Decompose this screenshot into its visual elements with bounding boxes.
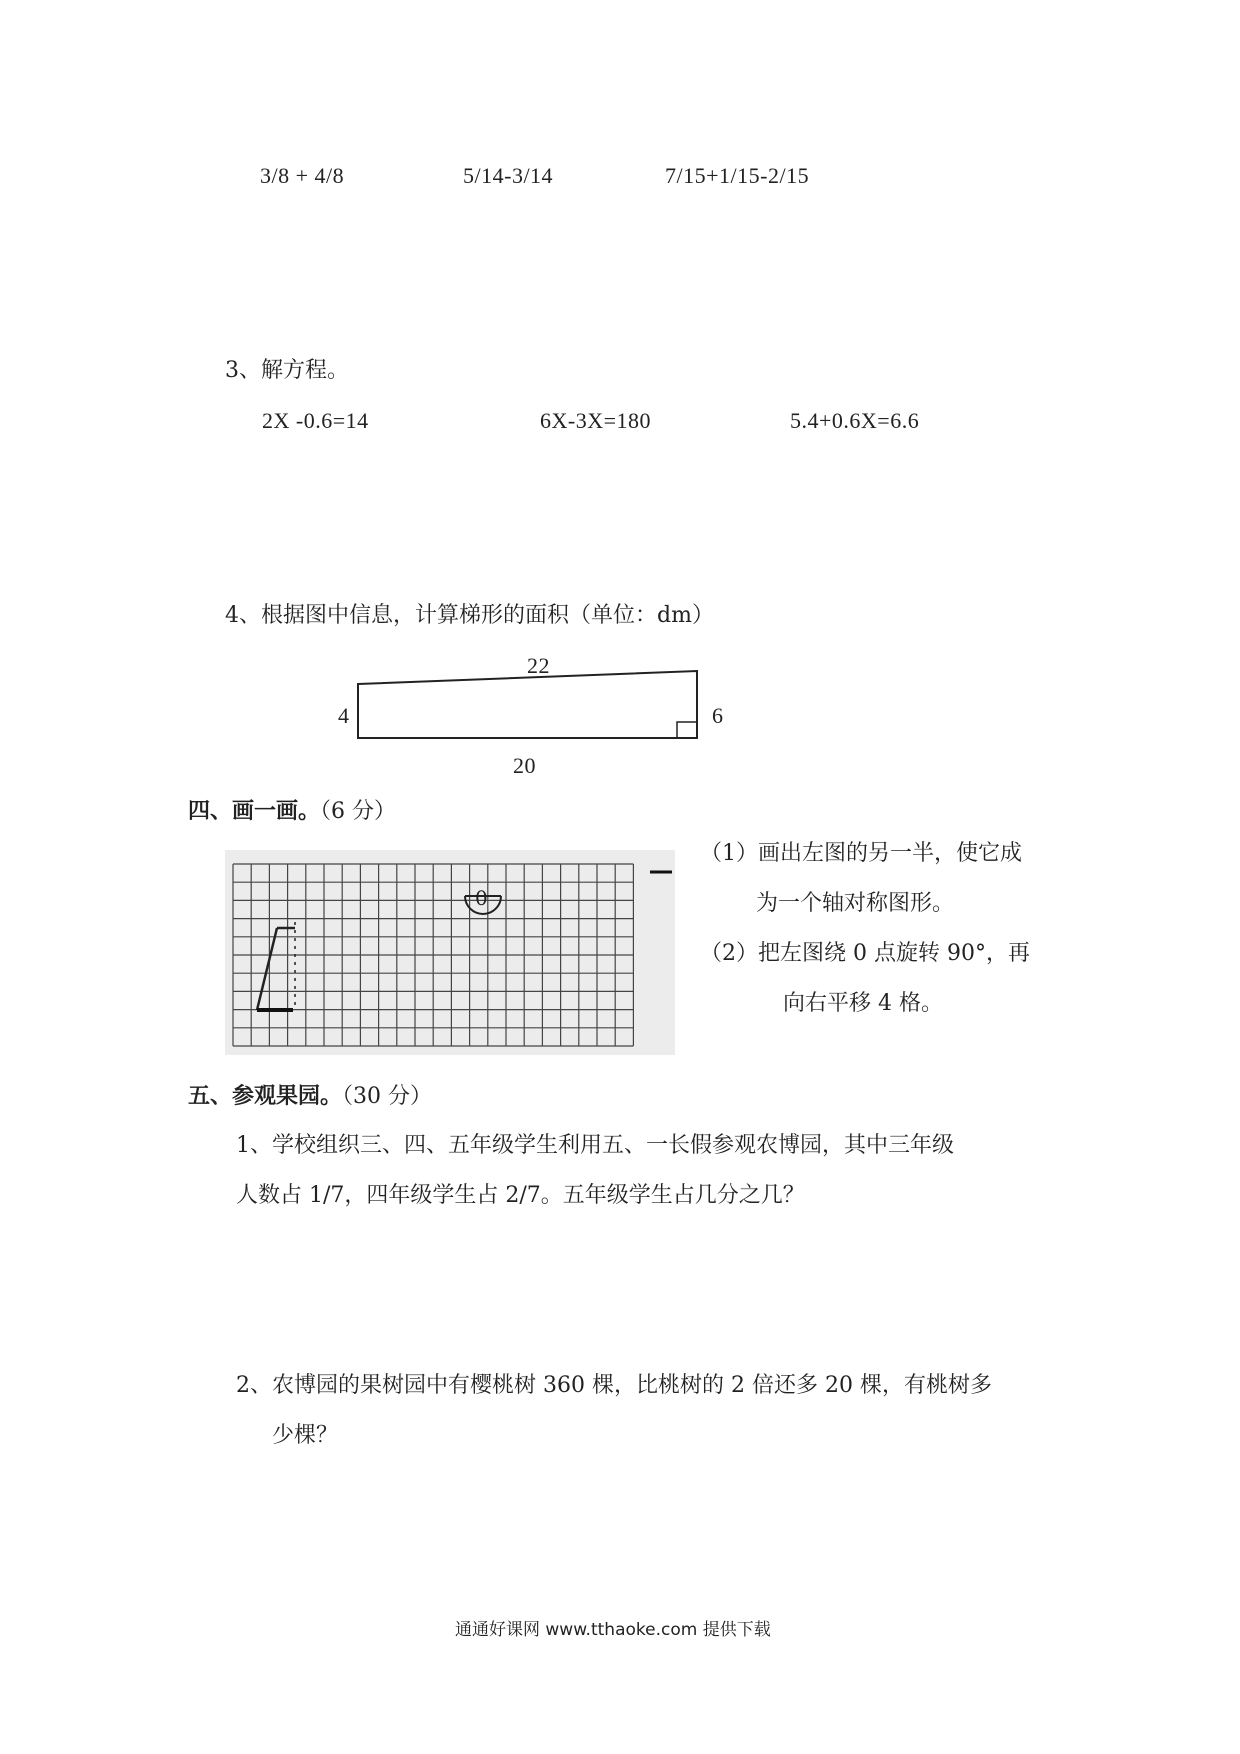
figure-slanted-edge [257,928,277,1010]
drawing-q2-line1: （2）把左图绕 0 点旋转 90°，再 [700,941,1030,966]
equation-3: 5.4+0.6X=6.6 [790,408,920,433]
orchard-q2-line1: 2、农博园的果树园中有樱桃树 360 棵，比桃树的 2 倍还多 20 棵，有桃树多 [236,1373,992,1398]
trapezoid-label-right: 6 [712,703,724,728]
trapezoid-label-bottom: 20 [513,753,536,778]
trapezoid-figure [340,650,710,750]
drawing-q2-line2: 向右平移 4 格。 [783,991,943,1016]
right-angle-mark [677,722,697,738]
part5-points: （30 分） [342,1084,433,1109]
expression-1: 3/8 + 4/8 [260,163,345,188]
trapezoid-label-top: 22 [527,653,550,678]
orchard-q1-line2: 人数占 1/7，四年级学生占 2/7。五年级学生占几分之几？ [236,1183,805,1208]
expression-2: 5/14-3/14 [463,163,554,188]
part4-title: 四、画一画。 [188,798,321,824]
drawing-q1-line1: （1）画出左图的另一半，使它成 [700,841,1022,866]
equation-2: 6X-3X=180 [540,408,652,433]
orchard-q1-line1: 1、学校组织三、四、五年级学生利用五、一长假参观农博园，其中三年级 [236,1133,954,1158]
trapezoid-shape [358,671,697,738]
grid-point-0-label: 0 [475,886,488,910]
expression-3: 7/15+1/15-2/15 [665,163,810,188]
part5-title: 五、参观果园。 [188,1083,343,1109]
equation-1: 2X -0.6=14 [262,408,369,433]
trapezoid-label-left: 4 [338,703,350,728]
part4-title-row [188,800,396,823]
orchard-q2-line2: 少棵？ [272,1423,339,1448]
grid-figure [225,850,675,1055]
footer-text: 通通好课网 www.tthaoke.com 提供下载 [455,1620,771,1640]
drawing-q1-line2: 为一个轴对称图形。 [756,891,955,916]
equations-heading: 3、解方程。 [225,358,349,383]
part5-title-row [188,1085,432,1108]
trapezoid-heading: 4、根据图中信息，计算梯形的面积（单位：dm） [225,603,714,628]
part4-points: （6 分） [320,799,397,824]
grid-svg [225,850,675,1055]
